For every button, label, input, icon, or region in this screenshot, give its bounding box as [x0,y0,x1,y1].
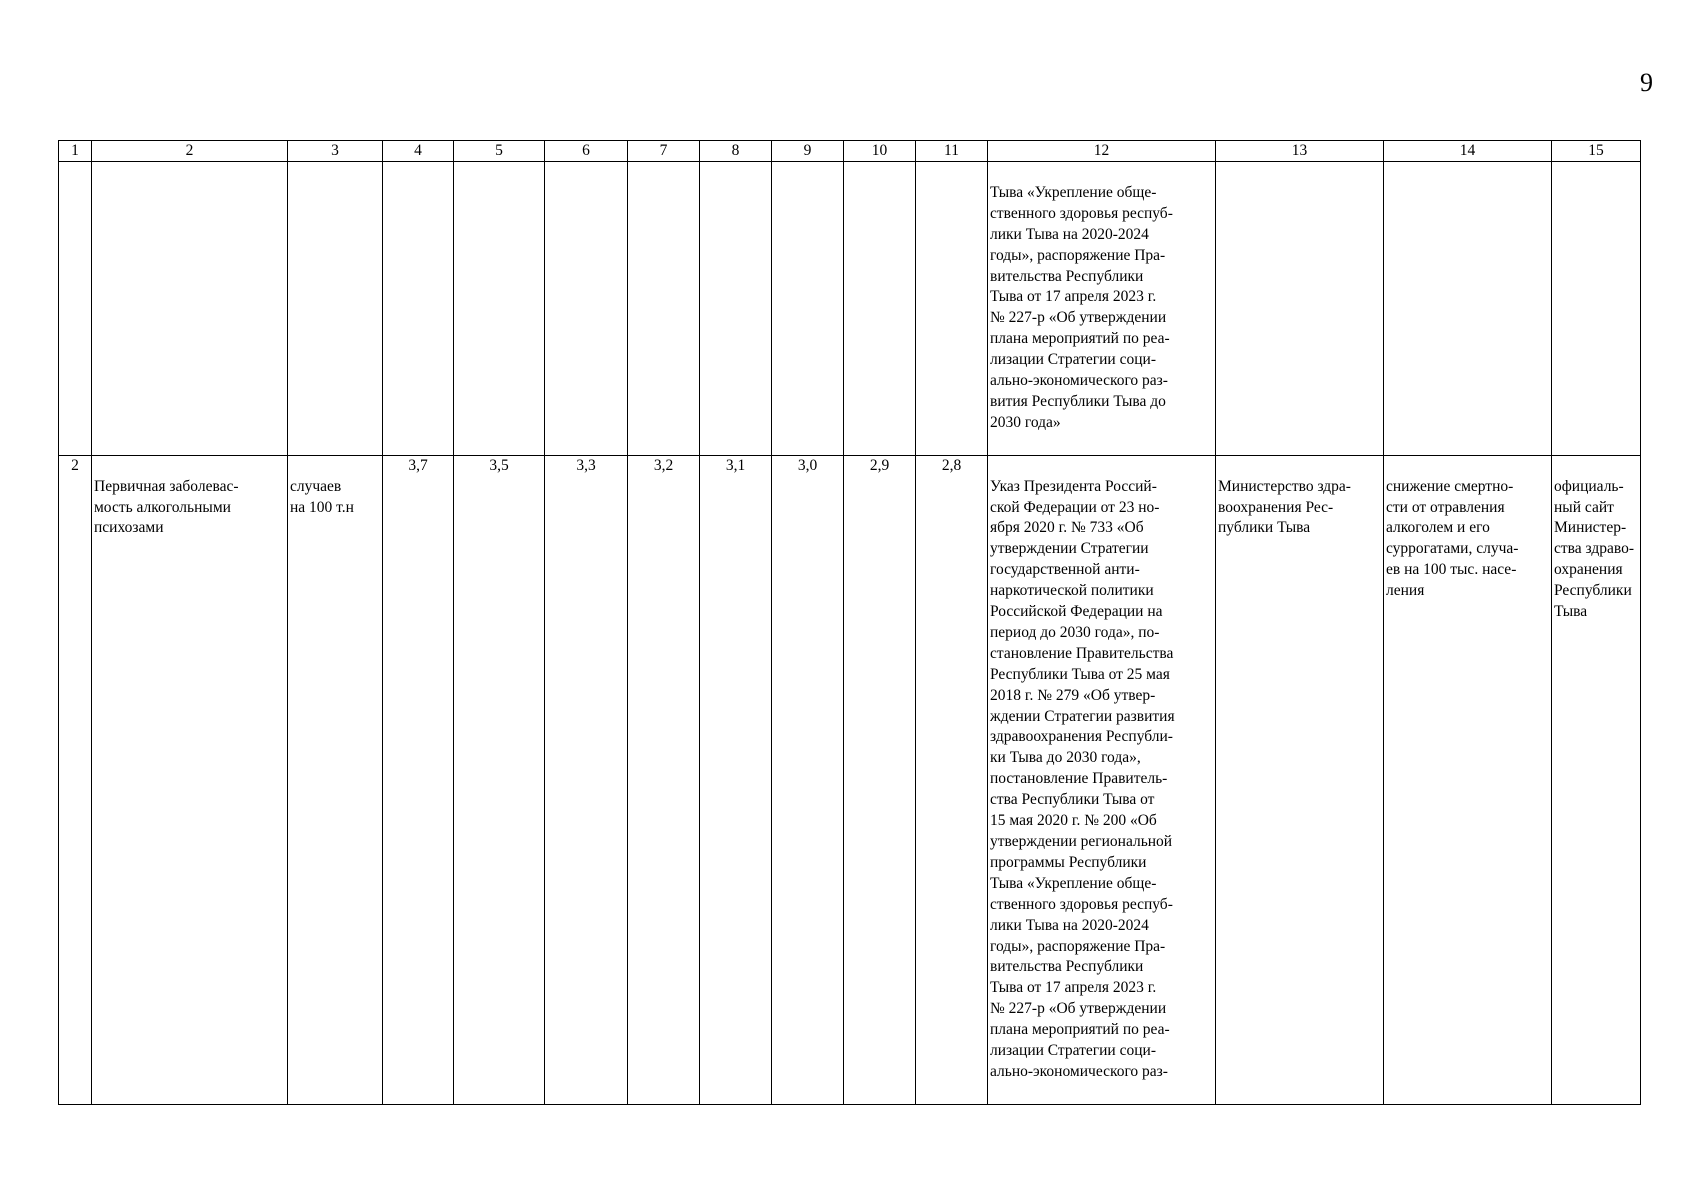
cell-empty [772,162,844,456]
text-line: 2018 г. № 279 «Об утвер- [990,686,1156,704]
text-line: мость алкогольными [94,498,231,516]
text-line: постановление Правитель- [990,770,1168,788]
cell-empty [916,162,988,456]
text-line: публики Тыва [1218,519,1311,537]
text-line: лизации Стратегии соци- [990,351,1156,369]
basis-continuation-text [990,183,1213,434]
cell-empty [1216,162,1384,456]
text-line: 15 мая 2020 г. № 200 «Об [990,812,1157,830]
text-line: Министер- [1554,519,1627,537]
column-header: 9 [772,141,844,162]
column-header: 4 [383,141,454,162]
table-row-continuation [59,162,1641,456]
column-header: 13 [1216,141,1384,162]
source-cell [1552,455,1641,1104]
cell-empty [545,162,628,456]
row-number: 2 [59,455,92,1104]
value-cell: 3,2 [628,455,700,1104]
column-header: 11 [916,141,988,162]
value-cell: 2,9 [844,455,916,1104]
text-line: Первичная заболевас- [94,477,239,495]
value-cell: 3,1 [700,455,772,1104]
page-number: 9 [1640,68,1653,97]
value-cell: 3,0 [772,455,844,1104]
cell-empty [59,162,92,456]
text-line: годы», распоряжение Пра- [990,937,1166,955]
text-line: ально-экономического раз- [990,372,1168,390]
column-header: 14 [1384,141,1552,162]
text-line: плана мероприятий по реа- [990,330,1170,348]
basis-continuation-cell [988,162,1216,456]
text-line: 2030 года» [990,413,1061,431]
text-line: ства Республики Тыва от [990,791,1155,809]
text-line: вительства Республики [990,267,1144,285]
column-header: 1 [59,141,92,162]
indicator-cell [92,455,288,1104]
text-line: Тыва «Укрепление обще- [990,874,1157,892]
result-cell [1384,455,1552,1104]
text-line: становление Правительства [990,644,1174,662]
cell-empty [628,162,700,456]
value-cell: 3,5 [454,455,545,1104]
source-text [1554,477,1638,623]
text-line: ждении Стратегии развития [990,707,1175,725]
text-line: снижение смертно- [1386,477,1514,495]
text-line: № 227-р «Об утверждении [990,309,1167,327]
text-line: вития Республики Тыва до [990,392,1166,410]
text-line: ственного здоровья респуб- [990,204,1173,222]
value-cell: 2,8 [916,455,988,1104]
text-line: Министерство здра- [1218,477,1351,495]
text-line: утверждении Стратегии [990,540,1149,558]
column-header: 15 [1552,141,1641,162]
value-cell: 3,7 [383,455,454,1104]
text-line: Тыва от 17 апреля 2023 г. [990,288,1157,306]
column-header: 2 [92,141,288,162]
cell-empty [1384,162,1552,456]
cell-empty [383,162,454,456]
cell-empty [288,162,383,456]
value-cell: 3,3 [545,455,628,1104]
column-header: 10 [844,141,916,162]
text-line: здравоохранения Республи- [990,728,1173,746]
text-line: Российской Федерации на [990,603,1163,621]
text-line: психозами [94,519,164,537]
text-line: лики Тыва на 2020-2024 [990,916,1149,934]
text-line: плана мероприятий по реа- [990,1021,1170,1039]
text-line: период до 2030 года», по- [990,623,1160,641]
text-line: ской Федерации от 23 но- [990,498,1160,516]
result-text [1386,477,1549,602]
text-line: ления [1386,582,1425,600]
column-header: 5 [454,141,545,162]
column-header: 6 [545,141,628,162]
cell-empty [844,162,916,456]
unit-text [290,477,380,519]
text-line: ки Тыва до 2030 года», [990,749,1141,767]
responsible-text [1218,477,1381,540]
text-line: официаль- [1554,477,1624,495]
responsible-cell [1216,455,1384,1104]
text-line: программы Республики [990,853,1147,871]
text-line: сти от отравления [1386,498,1505,516]
text-line: воохранения Рес- [1218,498,1334,516]
text-line: ально-экономического раз- [990,1062,1168,1080]
cell-empty [700,162,772,456]
text-line: случаев [290,477,342,495]
text-line: ев на 100 тыс. насе- [1386,561,1517,579]
text-line: Тыва [1554,603,1588,621]
text-line: лики Тыва на 2020-2024 [990,225,1149,243]
text-line: № 227-р «Об утверждении [990,1000,1167,1018]
unit-cell [288,455,383,1104]
text-line: охранения [1554,561,1623,579]
text-line: государственной анти- [990,561,1140,579]
text-line: Тыва от 17 апреля 2023 г. [990,979,1157,997]
basis-cell [988,455,1216,1104]
text-line: ства здраво- [1554,540,1635,558]
indicator-text [94,477,285,540]
cell-empty [1552,162,1641,456]
text-line: Республики Тыва от 25 мая [990,665,1170,683]
text-line: лизации Стратегии соци- [990,1042,1156,1060]
column-header: 3 [288,141,383,162]
text-line: ября 2020 г. № 733 «Об [990,519,1144,537]
column-header: 7 [628,141,700,162]
text-line: наркотической политики [990,582,1154,600]
text-line: суррогатами, случа- [1386,540,1519,558]
text-line: Тыва «Укрепление обще- [990,183,1157,201]
text-line: вительства Республики [990,958,1144,976]
header-row [59,141,1641,162]
column-header: 8 [700,141,772,162]
text-line: Республики [1554,582,1632,600]
text-line: утверждении региональной [990,833,1173,850]
text-line: годы», распоряжение Пра- [990,246,1166,264]
column-header: 12 [988,141,1216,162]
cell-empty [454,162,545,456]
table-row [59,455,1641,1104]
data-table [58,140,1641,1105]
text-line: Указ Президента Россий- [990,477,1157,495]
text-line: ственного здоровья респуб- [990,895,1173,913]
text-line: алкоголем и его [1386,519,1490,537]
text-line: на 100 т.н [290,498,354,516]
text-line: ный сайт [1554,498,1614,516]
basis-text [990,477,1213,1083]
cell-empty [92,162,288,456]
